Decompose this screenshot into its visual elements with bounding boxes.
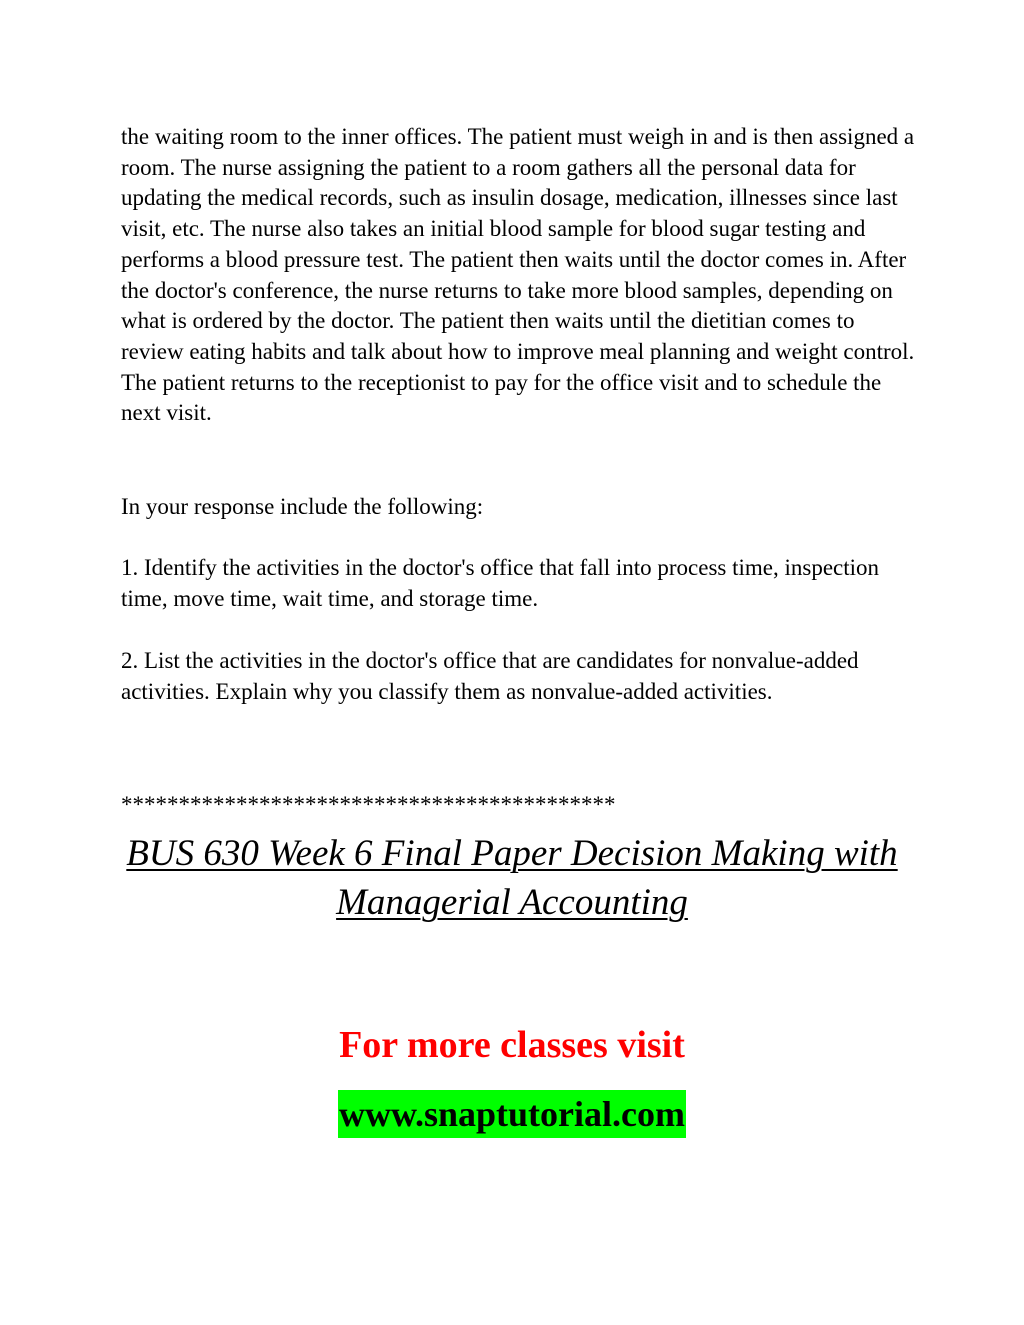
course-title-link[interactable]: BUS 630 Week 6 Final Paper Decision Making with Managerial Accounting <box>126 833 898 923</box>
promo-text: For more classes visit <box>339 1024 685 1066</box>
paragraph-response-intro: In your response include the following: <box>121 494 484 519</box>
website-container <box>0 1090 1024 1138</box>
paragraph-office-process: the waiting room to the inner offices. The patient must weigh in and is then assigned a room. The nurse assigning the patient to a room gathers all the personal data for updating the medical records, such as insulin dosage, medication, illnesses since last visit, etc. The nurse also takes an initial blood sample for blood sugar testing and performs a blood pressure test. The patient then waits until the doctor comes in. After the doctor's conference, the nurse returns to take more blood samples, depending on what is ordered by the doctor. The patient then waits until the dietitian comes to review eating habits and talk about how to improve meal planning and weight control. The patient returns to the receptionist to pay for the office visit and to schedule the next visit. <box>121 124 915 426</box>
paragraph-question-2: 2. List the activities in the doctor's office that are candidates for nonvalue-added activities. Explain why you classify them as nonvalue-added activities. <box>121 648 859 704</box>
website-link[interactable]: www.snaptutorial.com <box>338 1090 686 1138</box>
asterisk-separator: ******************************************* <box>121 792 616 817</box>
paragraph-question-1: 1. Identify the activities in the doctor's office that fall into process time, inspection time, move time, wait time, and storage time. <box>121 555 880 611</box>
